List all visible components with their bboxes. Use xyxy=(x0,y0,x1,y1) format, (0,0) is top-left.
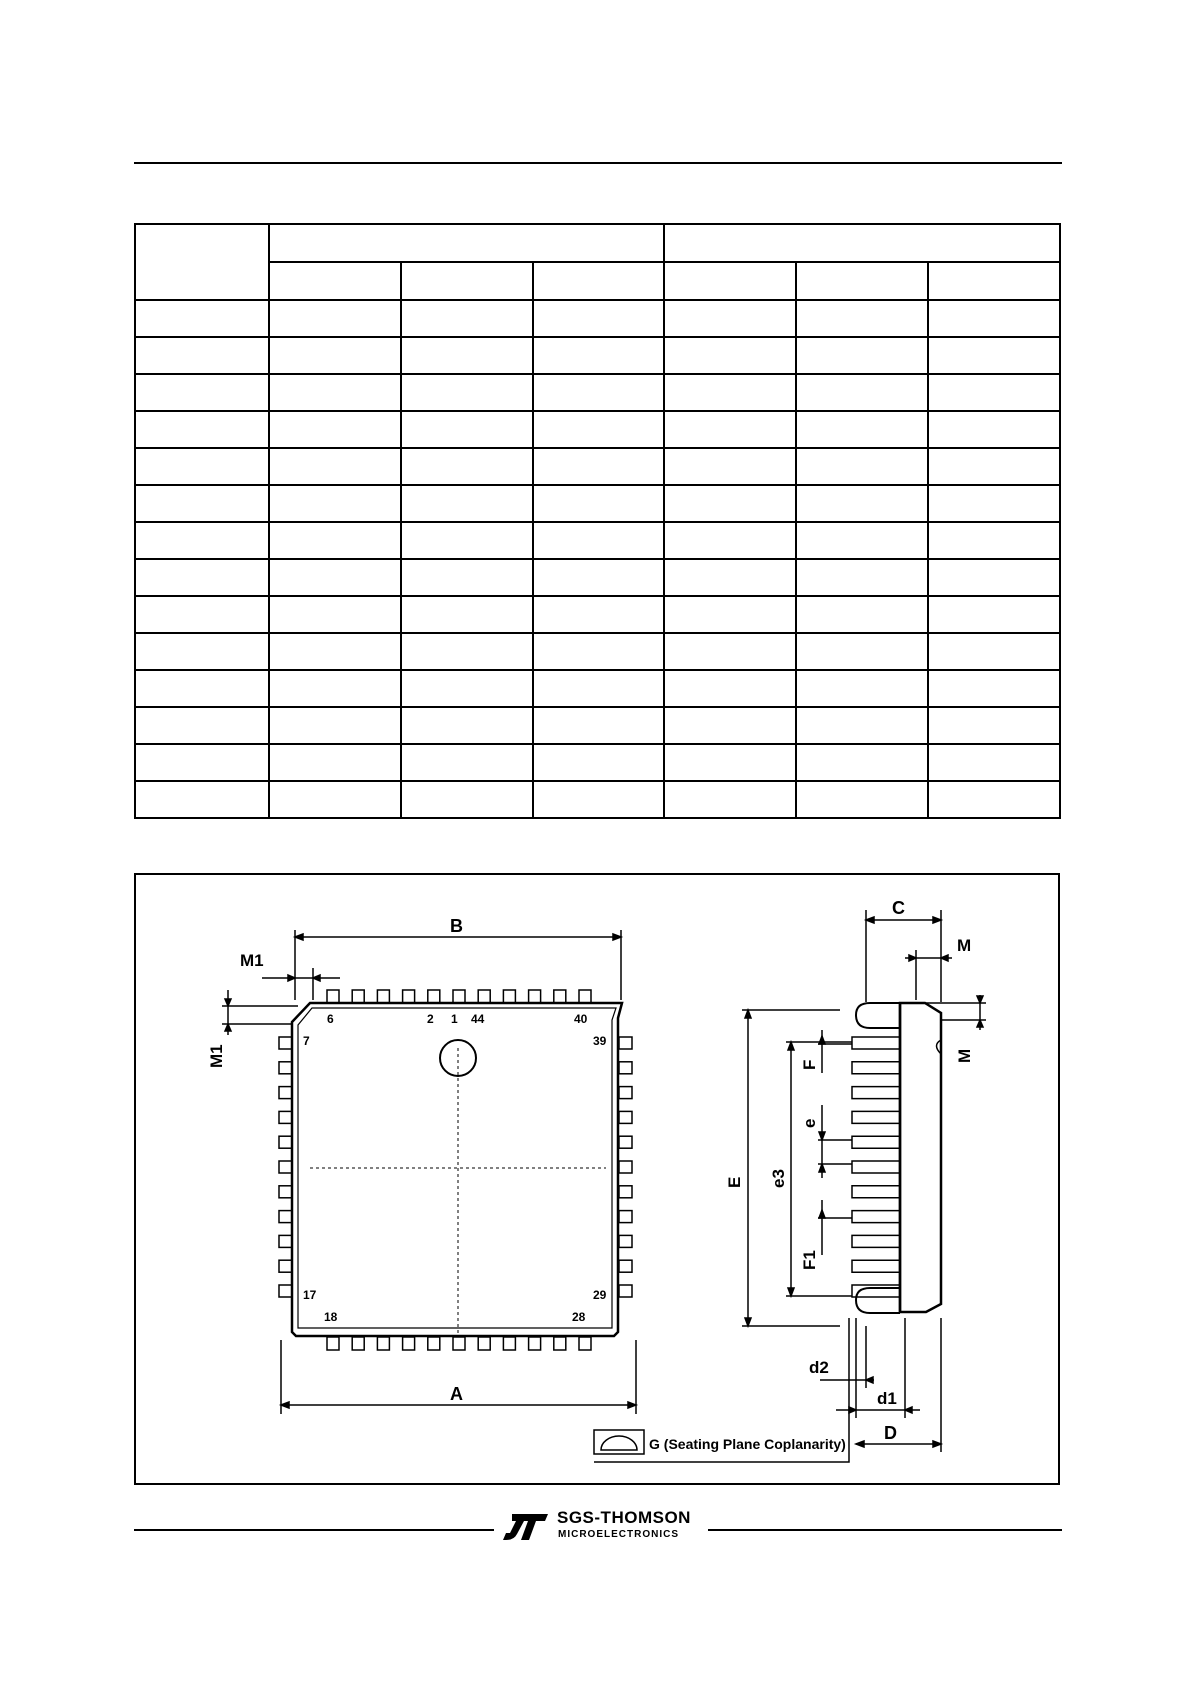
pin-label-29: 29 xyxy=(593,1288,607,1302)
package-body-outline xyxy=(292,1003,622,1336)
st-logo-icon xyxy=(502,1512,552,1542)
pad xyxy=(619,1087,632,1099)
pin-label-17: 17 xyxy=(303,1288,317,1302)
top-view xyxy=(222,930,636,1414)
pad xyxy=(428,1337,440,1350)
brand-name: SGS-THOMSON xyxy=(557,1508,691,1527)
side-lead xyxy=(852,1087,900,1099)
dim-f1-arrows xyxy=(819,1210,825,1218)
pad xyxy=(619,1260,632,1272)
j-lead-bottom xyxy=(856,1288,900,1313)
pad xyxy=(279,1111,292,1123)
pad xyxy=(352,1337,364,1350)
label-m-top: M xyxy=(957,936,972,955)
pad xyxy=(279,1087,292,1099)
pad xyxy=(377,990,389,1003)
bottom-pads xyxy=(327,1337,591,1350)
label-e3: e3 xyxy=(769,1169,788,1188)
pad xyxy=(619,1062,632,1074)
pad xyxy=(279,1285,292,1297)
pad xyxy=(279,1136,292,1148)
pad xyxy=(279,1235,292,1247)
pad xyxy=(619,1235,632,1247)
pad xyxy=(279,1037,292,1049)
pad xyxy=(619,1161,632,1173)
seating-plane-label: G (Seating Plane Coplanarity) xyxy=(649,1436,846,1452)
seating-plane-symbol xyxy=(601,1436,637,1450)
label-m1-top: M1 xyxy=(240,951,264,970)
right-pads xyxy=(619,1037,632,1297)
pad xyxy=(279,1260,292,1272)
label-d2: d2 xyxy=(809,1358,829,1377)
pin-label-39: 39 xyxy=(593,1034,607,1048)
side-lead xyxy=(852,1211,900,1223)
side-lead xyxy=(852,1037,900,1049)
pin-label-40: 40 xyxy=(574,1012,588,1026)
side-body xyxy=(900,1003,941,1312)
side-view xyxy=(594,910,986,1462)
pad xyxy=(503,990,515,1003)
pad xyxy=(279,1062,292,1074)
pin-label-7: 7 xyxy=(303,1034,310,1048)
pad xyxy=(619,1111,632,1123)
dim-d2-arrow xyxy=(866,1377,873,1383)
pad xyxy=(529,1337,541,1350)
side-lead xyxy=(852,1136,900,1148)
label-d1: d1 xyxy=(877,1389,897,1408)
pad xyxy=(279,1186,292,1198)
pad xyxy=(579,1337,591,1350)
pad xyxy=(453,1337,465,1350)
side-lead xyxy=(852,1062,900,1074)
pad xyxy=(352,990,364,1003)
pad xyxy=(403,1337,415,1350)
side-lead xyxy=(852,1186,900,1198)
pad xyxy=(529,990,541,1003)
label-f: F xyxy=(800,1059,819,1070)
pad xyxy=(327,990,339,1003)
pad xyxy=(279,1161,292,1173)
pad xyxy=(503,1337,515,1350)
side-lead xyxy=(852,1260,900,1272)
pin-label-6: 6 xyxy=(327,1012,334,1026)
brand-subtitle: MICROELECTRONICS xyxy=(558,1529,679,1540)
pin-label-28: 28 xyxy=(572,1310,586,1324)
label-d: D xyxy=(884,1423,897,1443)
pad xyxy=(478,1337,490,1350)
label-m-side: M xyxy=(955,1048,974,1063)
dimension-labels xyxy=(207,898,974,1452)
label-a: A xyxy=(450,1384,463,1404)
pad xyxy=(619,1285,632,1297)
pad xyxy=(619,1211,632,1223)
side-lead xyxy=(852,1111,900,1123)
left-pads xyxy=(279,1037,292,1297)
label-f1: F1 xyxy=(800,1250,819,1270)
pad xyxy=(279,1211,292,1223)
side-leads xyxy=(852,1037,900,1297)
pad xyxy=(327,1337,339,1350)
label-e: E xyxy=(725,1176,744,1188)
pin-label-18: 18 xyxy=(324,1310,338,1324)
pad xyxy=(403,990,415,1003)
label-b: B xyxy=(450,916,463,936)
pad xyxy=(619,1037,632,1049)
pad xyxy=(554,1337,566,1350)
label-c: C xyxy=(892,898,905,918)
side-lead xyxy=(852,1235,900,1247)
label-m1-left: M1 xyxy=(207,1044,226,1068)
pad xyxy=(428,990,440,1003)
pad xyxy=(478,990,490,1003)
pad xyxy=(579,990,591,1003)
pad xyxy=(619,1136,632,1148)
pad xyxy=(619,1186,632,1198)
pad xyxy=(453,990,465,1003)
j-lead-top xyxy=(856,1003,900,1028)
top-pads xyxy=(327,990,591,1003)
footer-rule-left xyxy=(134,1529,494,1531)
pin-label-2: 2 xyxy=(427,1012,434,1026)
pin-label-1: 1 xyxy=(451,1012,458,1026)
side-lead xyxy=(852,1161,900,1173)
pin1-marker-circle xyxy=(440,1040,476,1076)
pad xyxy=(377,1337,389,1350)
pin-label-44: 44 xyxy=(471,1012,485,1026)
pad xyxy=(554,990,566,1003)
footer-rule-right xyxy=(708,1529,1062,1531)
label-e-pitch: e xyxy=(800,1118,819,1128)
dim-f-arrows xyxy=(819,1036,825,1044)
